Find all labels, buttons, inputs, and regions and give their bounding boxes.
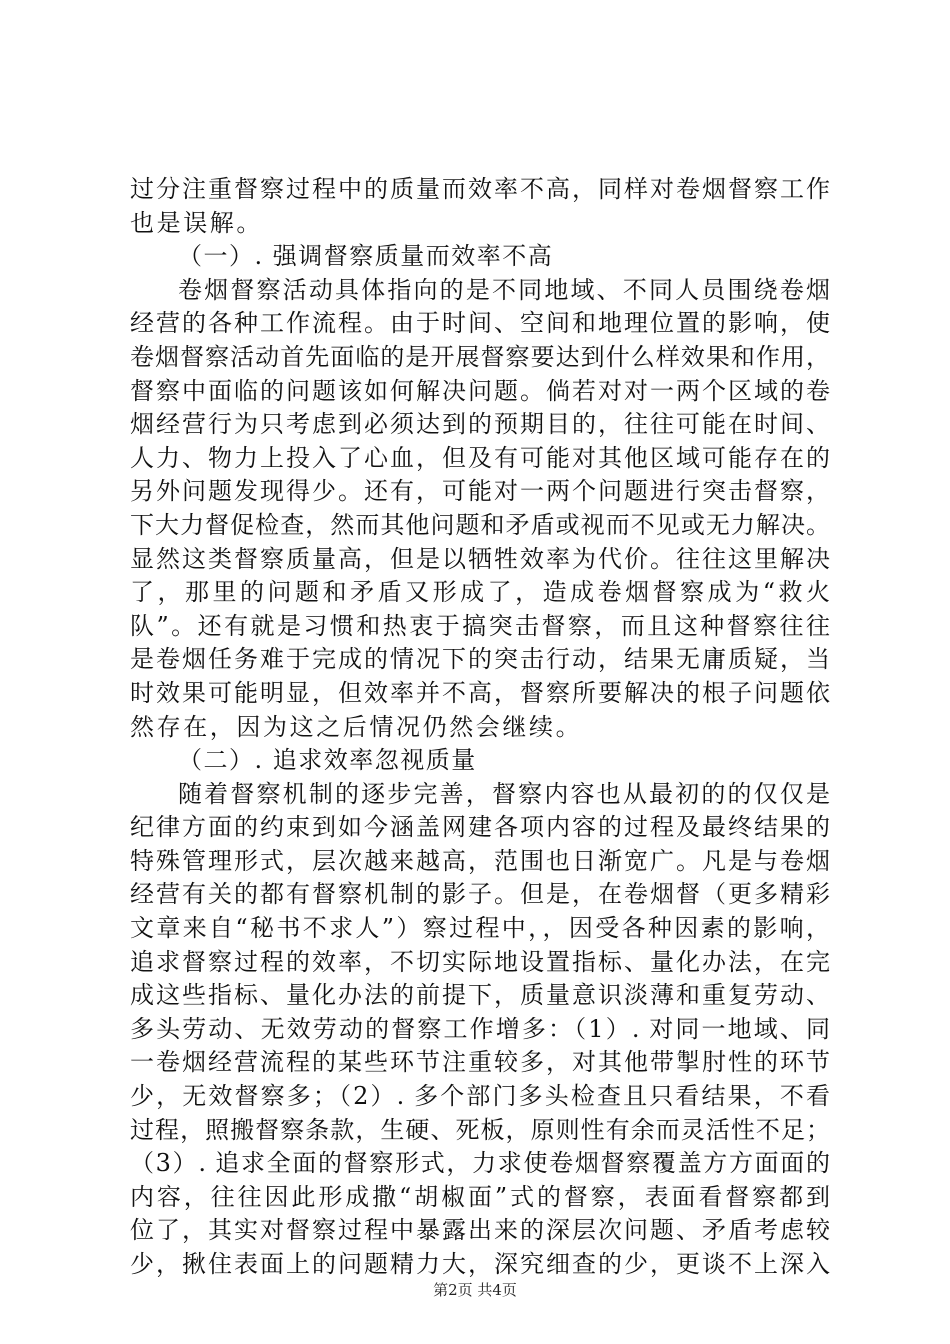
body-line: 下大力督促检查，然而其他问题和矛盾或视而不见或无力解决。 [130,510,830,539]
body-line: 队”。还有就是习惯和热衷于搞突击督察，而且这种督察往往 [130,611,830,640]
body-line: 少，无效督察多；（2）. 多个部门多头检查且只看结果，不看 [130,1082,830,1111]
section-heading: （一）. 强调督察质量而效率不高 [178,242,554,271]
body-line: 随着督察机制的逐步完善，督察内容也从最初的的仅仅是 [178,779,830,808]
body-line: 经营有关的都有督察机制的影子。但是，在卷烟督（更多精彩 [130,880,830,909]
page-number-footer: 第2页 共4页 [433,1281,517,1299]
body-line: 卷烟督察活动首先面临的是开展督察要达到什么样效果和作用， [130,342,830,371]
body-line: 多头劳动、无效劳动的督察工作增多：（1）. 对同一地域、同 [130,1014,830,1043]
body-line: 特殊管理形式，层次越来越高，范围也日渐宽广。凡是与卷烟 [130,846,830,875]
body-line: 文章来自“秘书不求人”）察过程中，，因受各种因素的影响， [130,914,830,943]
body-line: 追求督察过程的效率，不切实际地设置指标、量化办法，在完 [130,947,830,976]
body-line: 人力、物力上投入了心血，但及有可能对其他区域可能存在的 [130,443,830,472]
body-line: 显然这类督察质量高，但是以牺牲效率为代价。往往这里解决 [130,544,830,573]
body-line: 是卷烟任务难于完成的情况下的突击行动，结果无庸质疑，当 [130,645,830,674]
section-heading: （二）. 追求效率忽视质量 [178,746,477,775]
body-line: 也是误解。 [130,208,263,237]
body-line: 经营的各种工作流程。由于时间、空间和地理位置的影响，使 [130,309,830,338]
document-body [130,173,830,1282]
body-line: 督察中面临的问题该如何解决问题。倘若对对一两个区域的卷 [130,376,830,405]
body-line: 卷烟督察活动具体指向的是不同地域、不同人员围绕卷烟 [178,275,830,304]
body-line: 了，那里的问题和矛盾又形成了，造成卷烟督察成为“救火 [130,578,830,607]
body-line: 位了，其实对督察过程中暴露出来的深层次问题、矛盾考虑较 [130,1216,830,1245]
body-line: 烟经营行为只考虑到必须达到的预期目的，往往可能在时间、 [130,410,830,439]
body-line: 成这些指标、量化办法的前提下，质量意识淡薄和重复劳动、 [130,981,830,1010]
body-line: （3）. 追求全面的督察形式，力求使卷烟督察覆盖方方面面的 [130,1149,830,1178]
body-line: 过程，照搬督察条款，生硬、死板，原则性有余而灵活性不足； [130,1115,830,1144]
body-line: 一卷烟经营流程的某些环节注重较多，对其他带掣肘性的环节 [130,1048,830,1077]
body-line: 另外问题发现得少。还有，可能对一两个问题进行突击督察， [130,477,830,506]
body-line: 少，揪住表面上的问题精力大，深究细查的少，更谈不上深入 [130,1250,830,1278]
body-line: 然存在，因为这之后情况仍然会继续。 [130,712,583,741]
body-line: 时效果可能明显，但效率并不高，督察所要解决的根子问题依 [130,678,830,707]
body-line: 纪律方面的约束到如今涵盖网建各项内容的过程及最终结果的 [130,813,830,842]
body-line: 内容，往往因此形成撒“胡椒面”式的督察，表面看督察都到 [130,1182,830,1211]
body-line: 过分注重督察过程中的质量而效率不高，同样对卷烟督察工作 [130,175,830,203]
